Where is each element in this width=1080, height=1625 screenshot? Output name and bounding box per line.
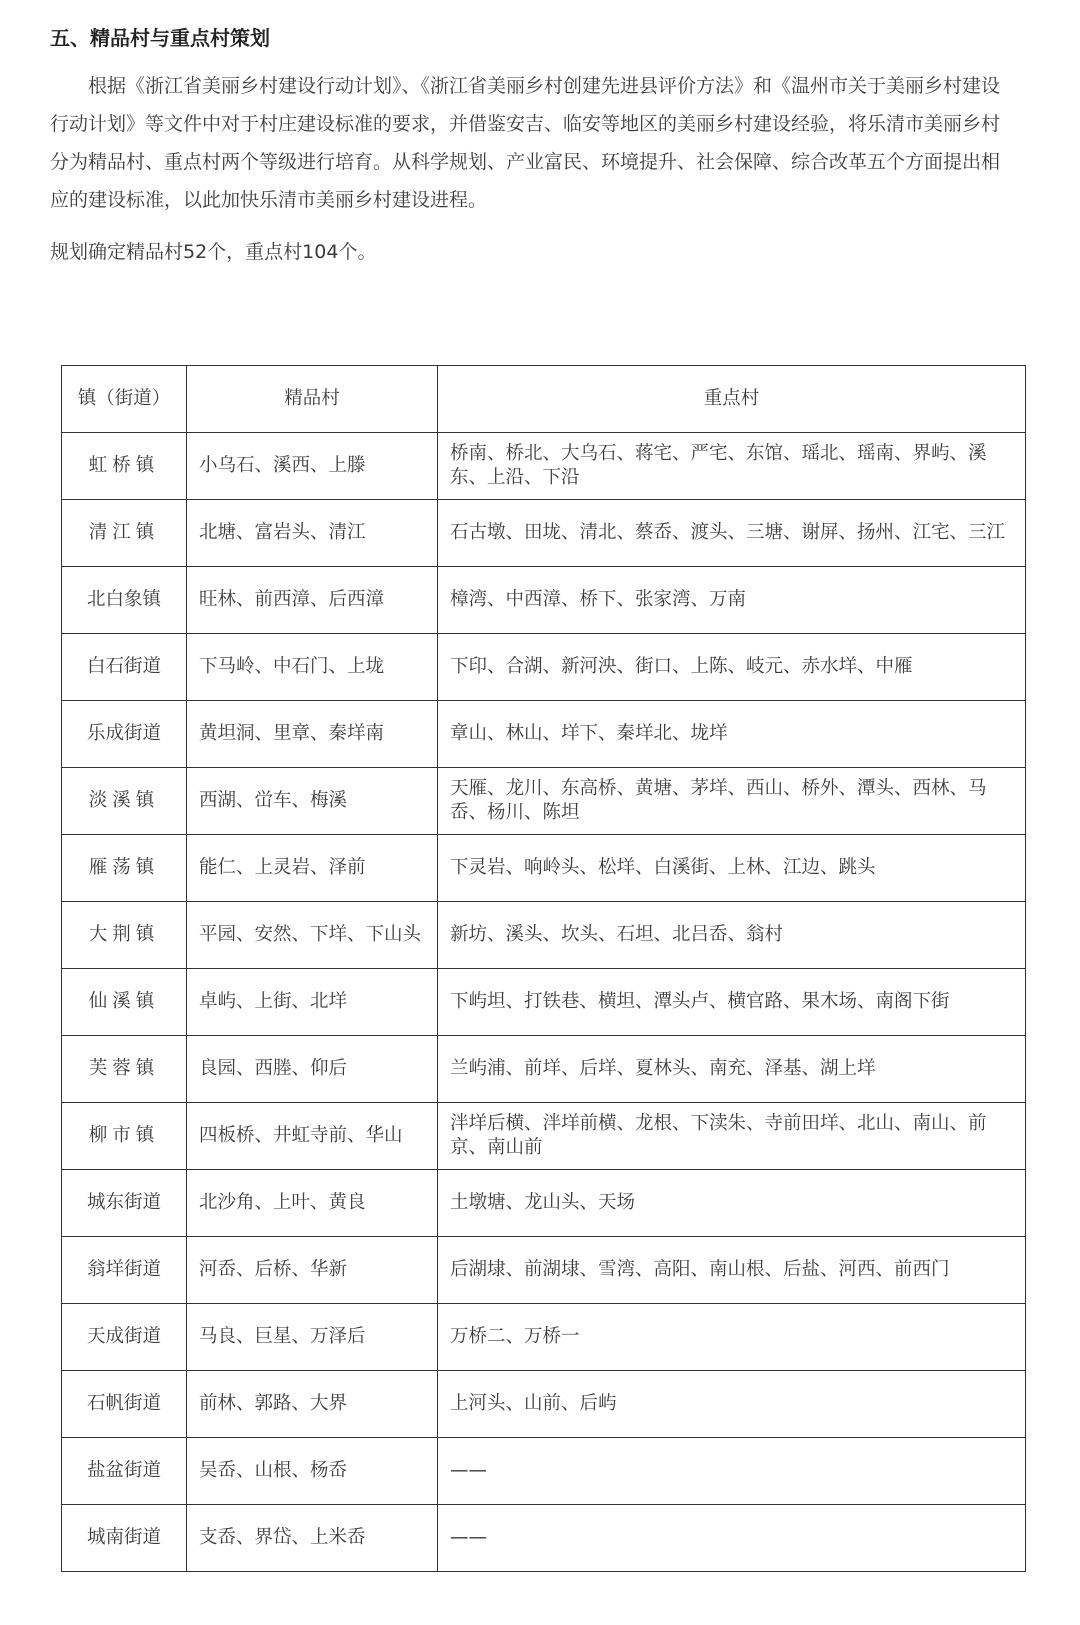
key-village-cell: 土墩塘、龙山头、天场 [438, 1170, 1026, 1237]
town-cell: 芙蓉镇 [62, 1036, 187, 1103]
header-town: 镇（街道） [62, 366, 187, 433]
boutique-village-cell: 小乌石、溪西、上滕 [187, 433, 438, 500]
table-row [62, 902, 1026, 969]
key-village-cell: 下屿坦、打铁巷、横坦、潭头卢、横官路、果木场、南阁下街 [438, 969, 1026, 1036]
header-boutique-village: 精品村 [187, 366, 438, 433]
key-village-cell: —— [438, 1505, 1026, 1572]
boutique-village-cell: 吴岙、山根、杨岙 [187, 1438, 438, 1505]
table-row [62, 835, 1026, 902]
town-cell: 城南街道 [62, 1505, 187, 1572]
table-row [62, 1103, 1026, 1170]
table-row [62, 433, 1026, 500]
table-row [62, 768, 1026, 835]
table-header-row [62, 366, 1026, 433]
boutique-village-cell: 河岙、后桥、华新 [187, 1237, 438, 1304]
town-cell: 翁垟街道 [62, 1237, 187, 1304]
boutique-village-cell: 旺林、前西漳、后西漳 [187, 567, 438, 634]
key-village-cell: 万桥二、万桥一 [438, 1304, 1026, 1371]
boutique-village-cell: 北塘、富岩头、清江 [187, 500, 438, 567]
boutique-village-cell: 北沙角、上叶、黄良 [187, 1170, 438, 1237]
key-village-cell: 天雁、龙川、东高桥、黄塘、茅垟、西山、桥外、潭头、西林、马岙、杨川、陈坦 [438, 768, 1026, 835]
boutique-village-cell: 前林、郭路、大界 [187, 1371, 438, 1438]
table-row [62, 1237, 1026, 1304]
key-village-cell: 樟湾、中西漳、桥下、张家湾、万南 [438, 567, 1026, 634]
town-cell: 虹桥镇 [62, 433, 187, 500]
table-row [62, 1371, 1026, 1438]
village-table-container [61, 365, 1025, 1572]
summary-paragraph: 规划确定精品村52个，重点村104个。 [50, 241, 377, 263]
boutique-village-cell: 良园、西塍、仰后 [187, 1036, 438, 1103]
table-row [62, 1170, 1026, 1237]
boutique-village-cell: 平园、安然、下垟、下山头 [187, 902, 438, 969]
key-village-cell: 兰屿浦、前垟、后垟、夏林头、南充、泽基、湖上垟 [438, 1036, 1026, 1103]
table-row [62, 567, 1026, 634]
key-village-cell: 泮垟后横、泮垟前横、龙根、下渎朱、寺前田垟、北山、南山、前京、南山前 [438, 1103, 1026, 1170]
town-cell: 仙溪镇 [62, 969, 187, 1036]
header-key-village: 重点村 [438, 366, 1026, 433]
key-village-cell: 新坊、溪头、坎头、石坦、北吕岙、翁村 [438, 902, 1026, 969]
town-cell: 北白象镇 [62, 567, 187, 634]
town-cell: 石帆街道 [62, 1371, 187, 1438]
village-table [61, 365, 1026, 1572]
town-cell: 乐成街道 [62, 701, 187, 768]
table-body [62, 433, 1026, 1572]
table-row [62, 1304, 1026, 1371]
table-row [62, 701, 1026, 768]
key-village-cell: 上河头、山前、后屿 [438, 1371, 1026, 1438]
town-cell: 天成街道 [62, 1304, 187, 1371]
key-village-cell: 后湖埭、前湖埭、雪湾、高阳、南山根、后盐、河西、前西门 [438, 1237, 1026, 1304]
table-row [62, 1036, 1026, 1103]
boutique-village-cell: 能仁、上灵岩、泽前 [187, 835, 438, 902]
key-village-cell: 下灵岩、响岭头、松垟、白溪街、上林、江边、跳头 [438, 835, 1026, 902]
town-cell: 清江镇 [62, 500, 187, 567]
town-cell: 盐盆街道 [62, 1438, 187, 1505]
table-row [62, 500, 1026, 567]
key-village-cell: 石古墩、田垅、清北、蔡岙、渡头、三塘、谢屏、扬州、江宅、三江 [438, 500, 1026, 567]
key-village-cell: —— [438, 1438, 1026, 1505]
boutique-village-cell: 西湖、峃车、梅溪 [187, 768, 438, 835]
intro-paragraph: 根据《浙江省美丽乡村建设行动计划》、《浙江省美丽乡村创建先进县评价方法》和《温州市关于美丽乡村建设行动计划》等文件中对于村庄建设标准的要求，并借鉴安吉、临安等地区的美丽乡村建设经验，将乐清市美丽乡村分为精品村、重点村两个等级进行培育。从科学规划、产业富民、环境提升、社会保障、综合改革五个方面提出相应的建设标准，以此加快乐清市美丽乡村建设进程。 [50, 75, 1001, 211]
boutique-village-cell: 马良、巨星、万泽后 [187, 1304, 438, 1371]
key-village-cell: 下印、合湖、新河泱、街口、上陈、岐元、赤水垟、中雁 [438, 634, 1026, 701]
town-cell: 白石街道 [62, 634, 187, 701]
key-village-cell: 章山、林山、垟下、秦垟北、垅垟 [438, 701, 1026, 768]
section-heading: 五、精品村与重点村策划 [50, 26, 270, 50]
key-village-cell: 桥南、桥北、大乌石、蒋宅、严宅、东馆、瑶北、瑶南、界屿、溪东、上沿、下沿 [438, 433, 1026, 500]
boutique-village-cell: 卓屿、上街、北垟 [187, 969, 438, 1036]
town-cell: 淡溪镇 [62, 768, 187, 835]
town-cell: 大荆镇 [62, 902, 187, 969]
boutique-village-cell: 黄坦洞、里章、秦垟南 [187, 701, 438, 768]
boutique-village-cell: 四板桥、井虹寺前、华山 [187, 1103, 438, 1170]
boutique-village-cell: 下马岭、中石门、上垅 [187, 634, 438, 701]
town-cell: 雁荡镇 [62, 835, 187, 902]
town-cell: 城东街道 [62, 1170, 187, 1237]
town-cell: 柳市镇 [62, 1103, 187, 1170]
table-row [62, 1505, 1026, 1572]
table-row [62, 969, 1026, 1036]
table-row [62, 1438, 1026, 1505]
boutique-village-cell: 支岙、界岱、上米岙 [187, 1505, 438, 1572]
table-row [62, 634, 1026, 701]
